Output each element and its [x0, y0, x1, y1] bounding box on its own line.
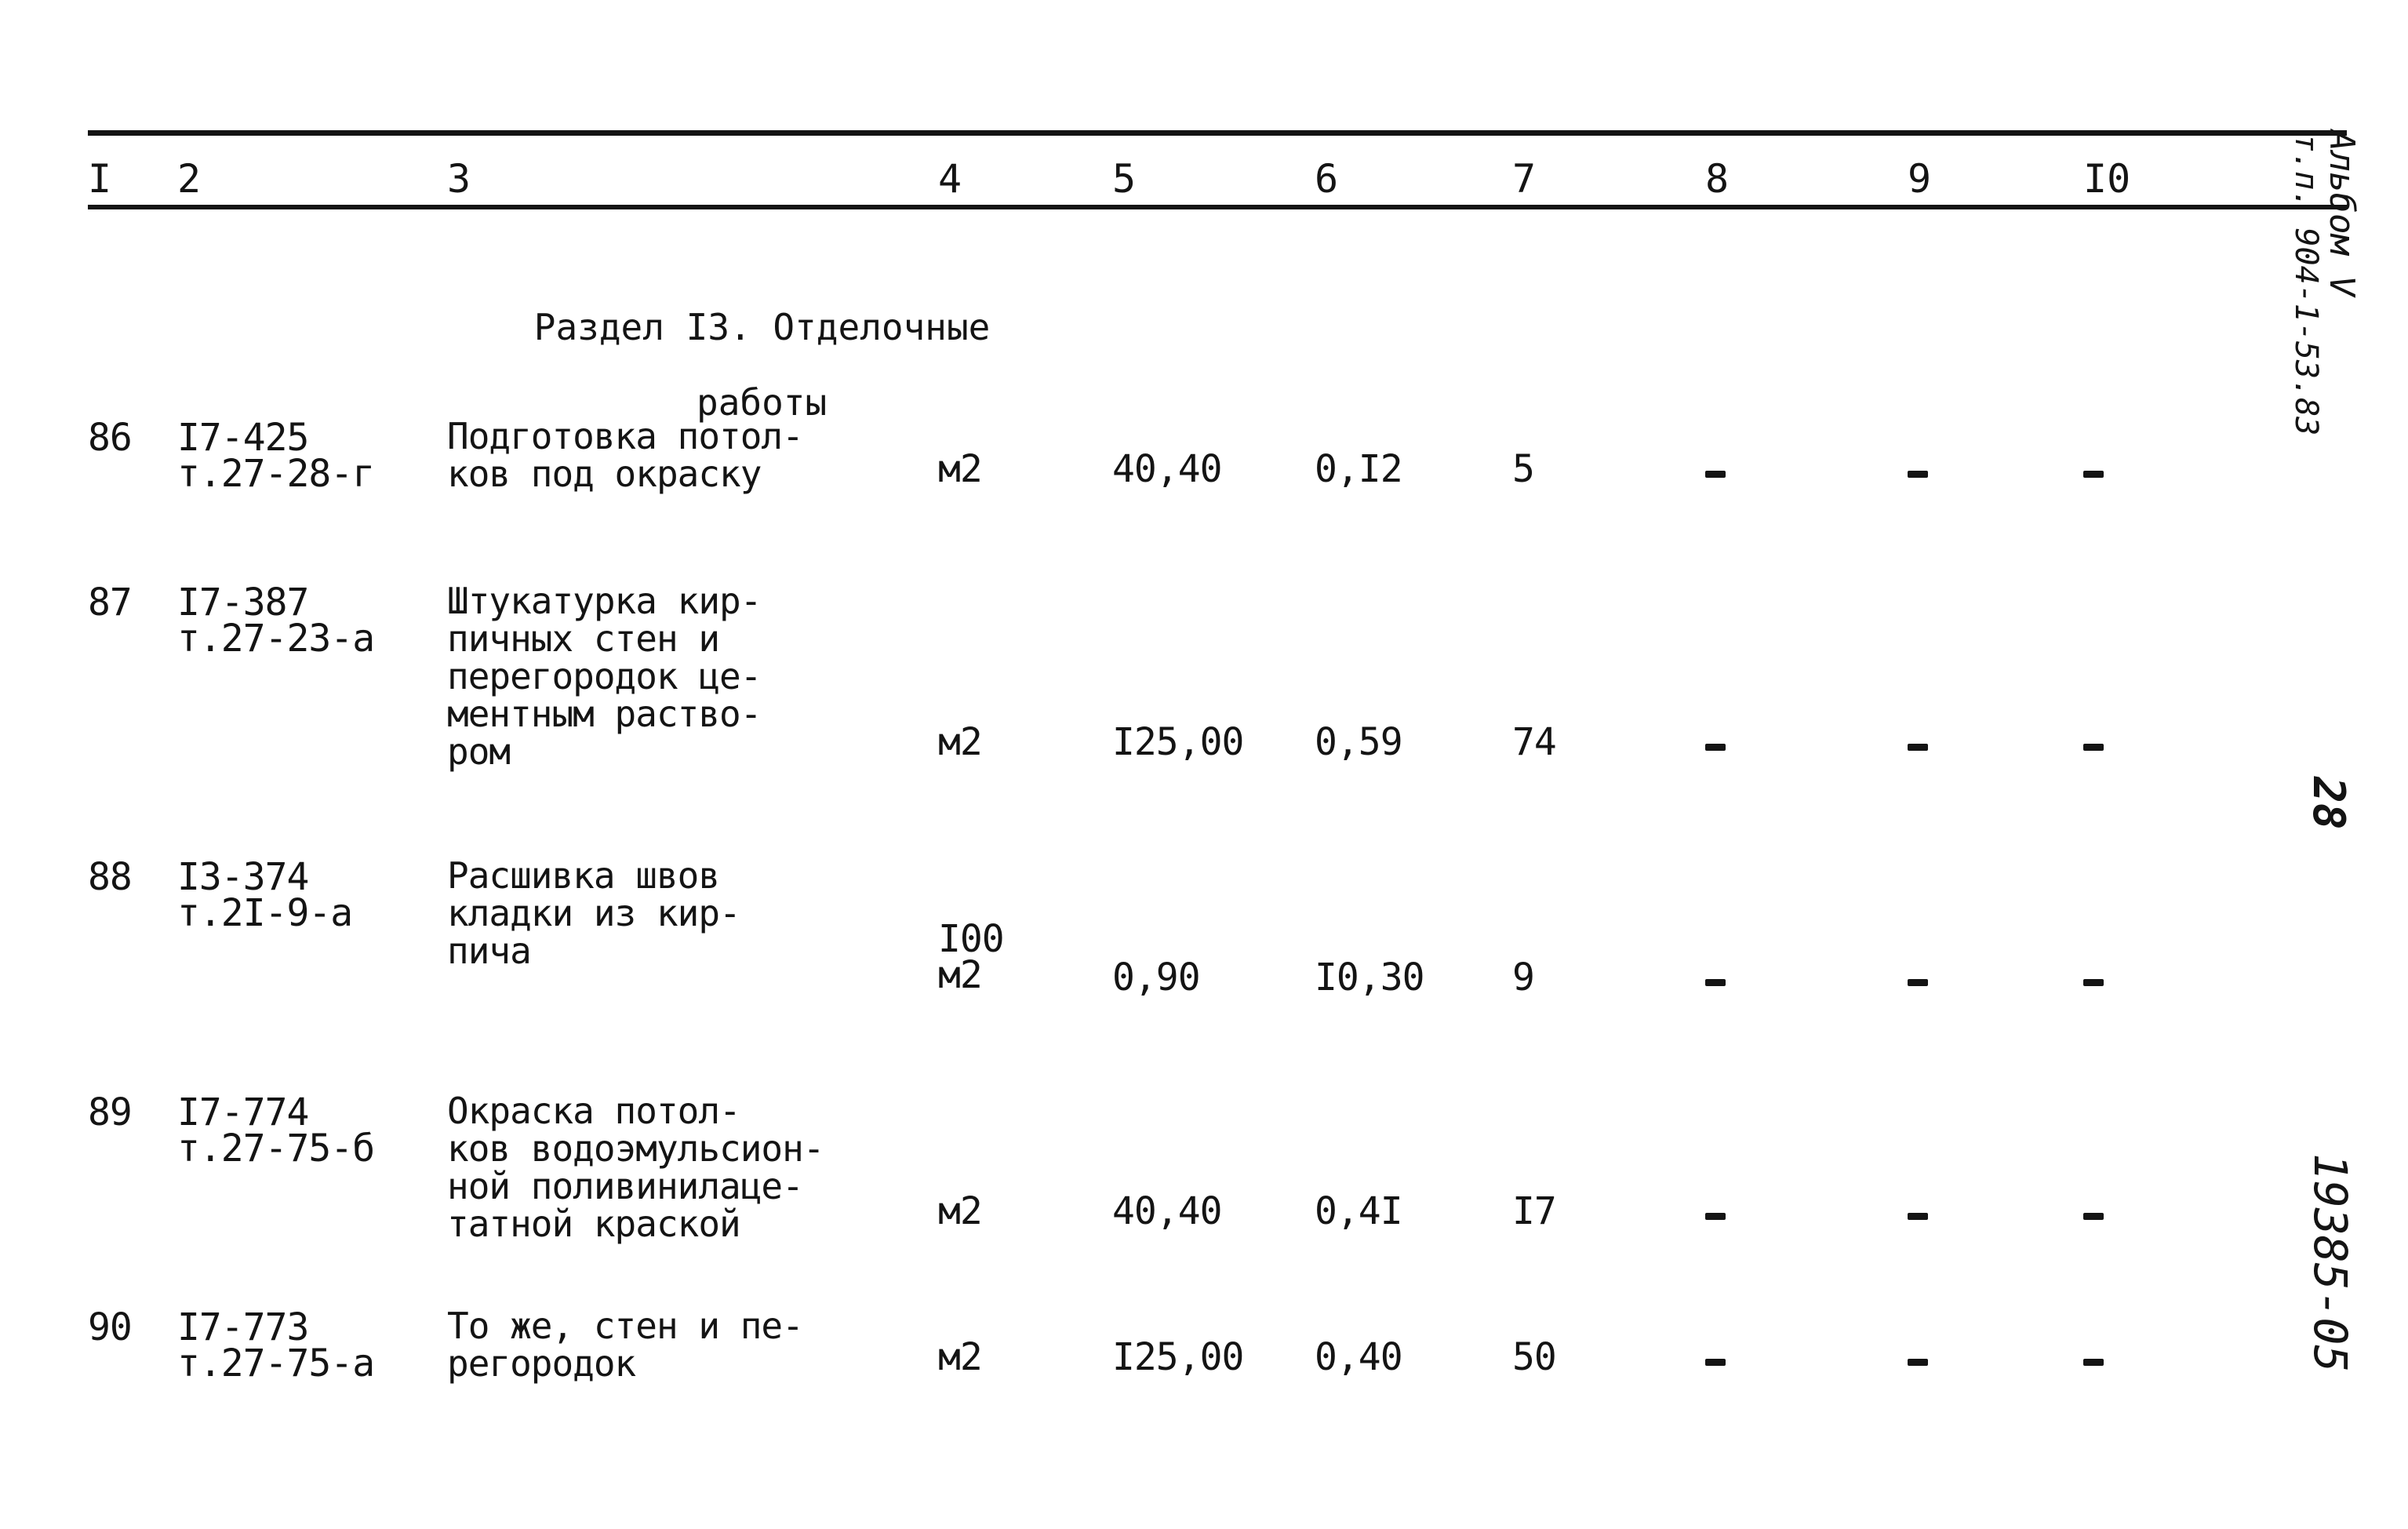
empty-cell-dash [1705, 471, 1726, 478]
norm-value: 0,40 [1315, 1335, 1402, 1379]
norm-code: I7-425 [177, 416, 309, 460]
empty-cell-dash [1705, 744, 1726, 751]
empty-cell-dash [1908, 979, 1928, 986]
empty-cell-dash [2083, 471, 2104, 478]
column-header-10: I0 [2083, 156, 2131, 202]
row-number: 90 [88, 1305, 132, 1349]
column-header-8: 8 [1705, 156, 1730, 202]
row-number: 86 [88, 416, 132, 460]
table-header-rule [88, 205, 2347, 209]
norm-code: I7-387 [177, 581, 309, 624]
quantity: 40,40 [1112, 447, 1222, 491]
total-value: 50 [1512, 1335, 1556, 1379]
norm-value: 0,59 [1315, 720, 1402, 764]
table-reference: т.27-75-а [177, 1342, 375, 1385]
column-header-6: 6 [1315, 156, 1339, 202]
table-reference: т.27-28-г [177, 452, 375, 496]
document-number: 19385-05 [2304, 1153, 2357, 1373]
table-top-rule [88, 130, 2347, 136]
column-header-9: 9 [1908, 156, 1932, 202]
quantity: 0,90 [1112, 956, 1200, 999]
unit: м2 [938, 1335, 982, 1379]
norm-value: I0,30 [1315, 956, 1424, 999]
row-number: 89 [88, 1090, 132, 1134]
norm-code: I7-774 [177, 1090, 309, 1134]
unit: I00 м2 [938, 917, 1004, 997]
total-value: 74 [1512, 720, 1556, 764]
norm-code: I7-773 [177, 1305, 309, 1349]
table-reference: т.27-75-б [177, 1127, 375, 1170]
work-description: Штукатурка кир- пичных стен и перегородок це- ментным раство- ром [447, 580, 762, 773]
empty-cell-dash [1908, 744, 1928, 751]
unit: м2 [938, 1189, 982, 1233]
norm-value: 0,4I [1315, 1189, 1402, 1233]
empty-cell-dash [1908, 1359, 1928, 1366]
column-header-4: 4 [938, 156, 962, 202]
album-note-line-1: Альбом V [2322, 130, 2362, 297]
row-number: 88 [88, 855, 132, 899]
quantity: I25,00 [1112, 720, 1244, 764]
empty-cell-dash [2083, 1213, 2104, 1220]
empty-cell-dash [1908, 471, 1928, 478]
unit: м2 [938, 447, 982, 491]
column-header-7: 7 [1512, 156, 1537, 202]
table-reference: т.27-23-а [177, 617, 375, 661]
empty-cell-dash [2083, 979, 2104, 986]
column-header-2: 2 [177, 156, 202, 202]
empty-cell-dash [2083, 744, 2104, 751]
section-heading-line-1: Раздел I3. Отделочные [533, 306, 991, 348]
page-number: 28 [2303, 777, 2354, 830]
empty-cell-dash [2083, 1359, 2104, 1366]
section-heading-line-2: работы [697, 381, 828, 424]
total-value: 9 [1512, 956, 1534, 999]
album-note-line-2: т.п. 904-1-53.83 [2288, 133, 2324, 436]
column-header-5: 5 [1112, 156, 1137, 202]
norm-value: 0,I2 [1315, 447, 1402, 491]
empty-cell-dash [1705, 1213, 1726, 1220]
unit: м2 [938, 720, 982, 764]
column-header-1: I [88, 156, 112, 202]
total-value: I7 [1512, 1189, 1556, 1233]
row-number: 87 [88, 581, 132, 624]
total-value: 5 [1512, 447, 1534, 491]
table-reference: т.2I-9-а [177, 891, 353, 935]
quantity: I25,00 [1112, 1335, 1244, 1379]
empty-cell-dash [1705, 1359, 1726, 1366]
work-description: Расшивка швов кладки из кир- пича [447, 854, 740, 972]
norm-code: I3-374 [177, 855, 309, 899]
quantity: 40,40 [1112, 1189, 1222, 1233]
work-description: То же, стен и пе- регородок [447, 1305, 803, 1385]
work-description: Окраска потол- ков водоэмульсион- ной поливинилаце- татной краской [447, 1090, 824, 1245]
column-header-3: 3 [447, 156, 471, 202]
work-description: Подготовка потол- ков под окраску [447, 415, 803, 495]
empty-cell-dash [1908, 1213, 1928, 1220]
empty-cell-dash [1705, 979, 1726, 986]
